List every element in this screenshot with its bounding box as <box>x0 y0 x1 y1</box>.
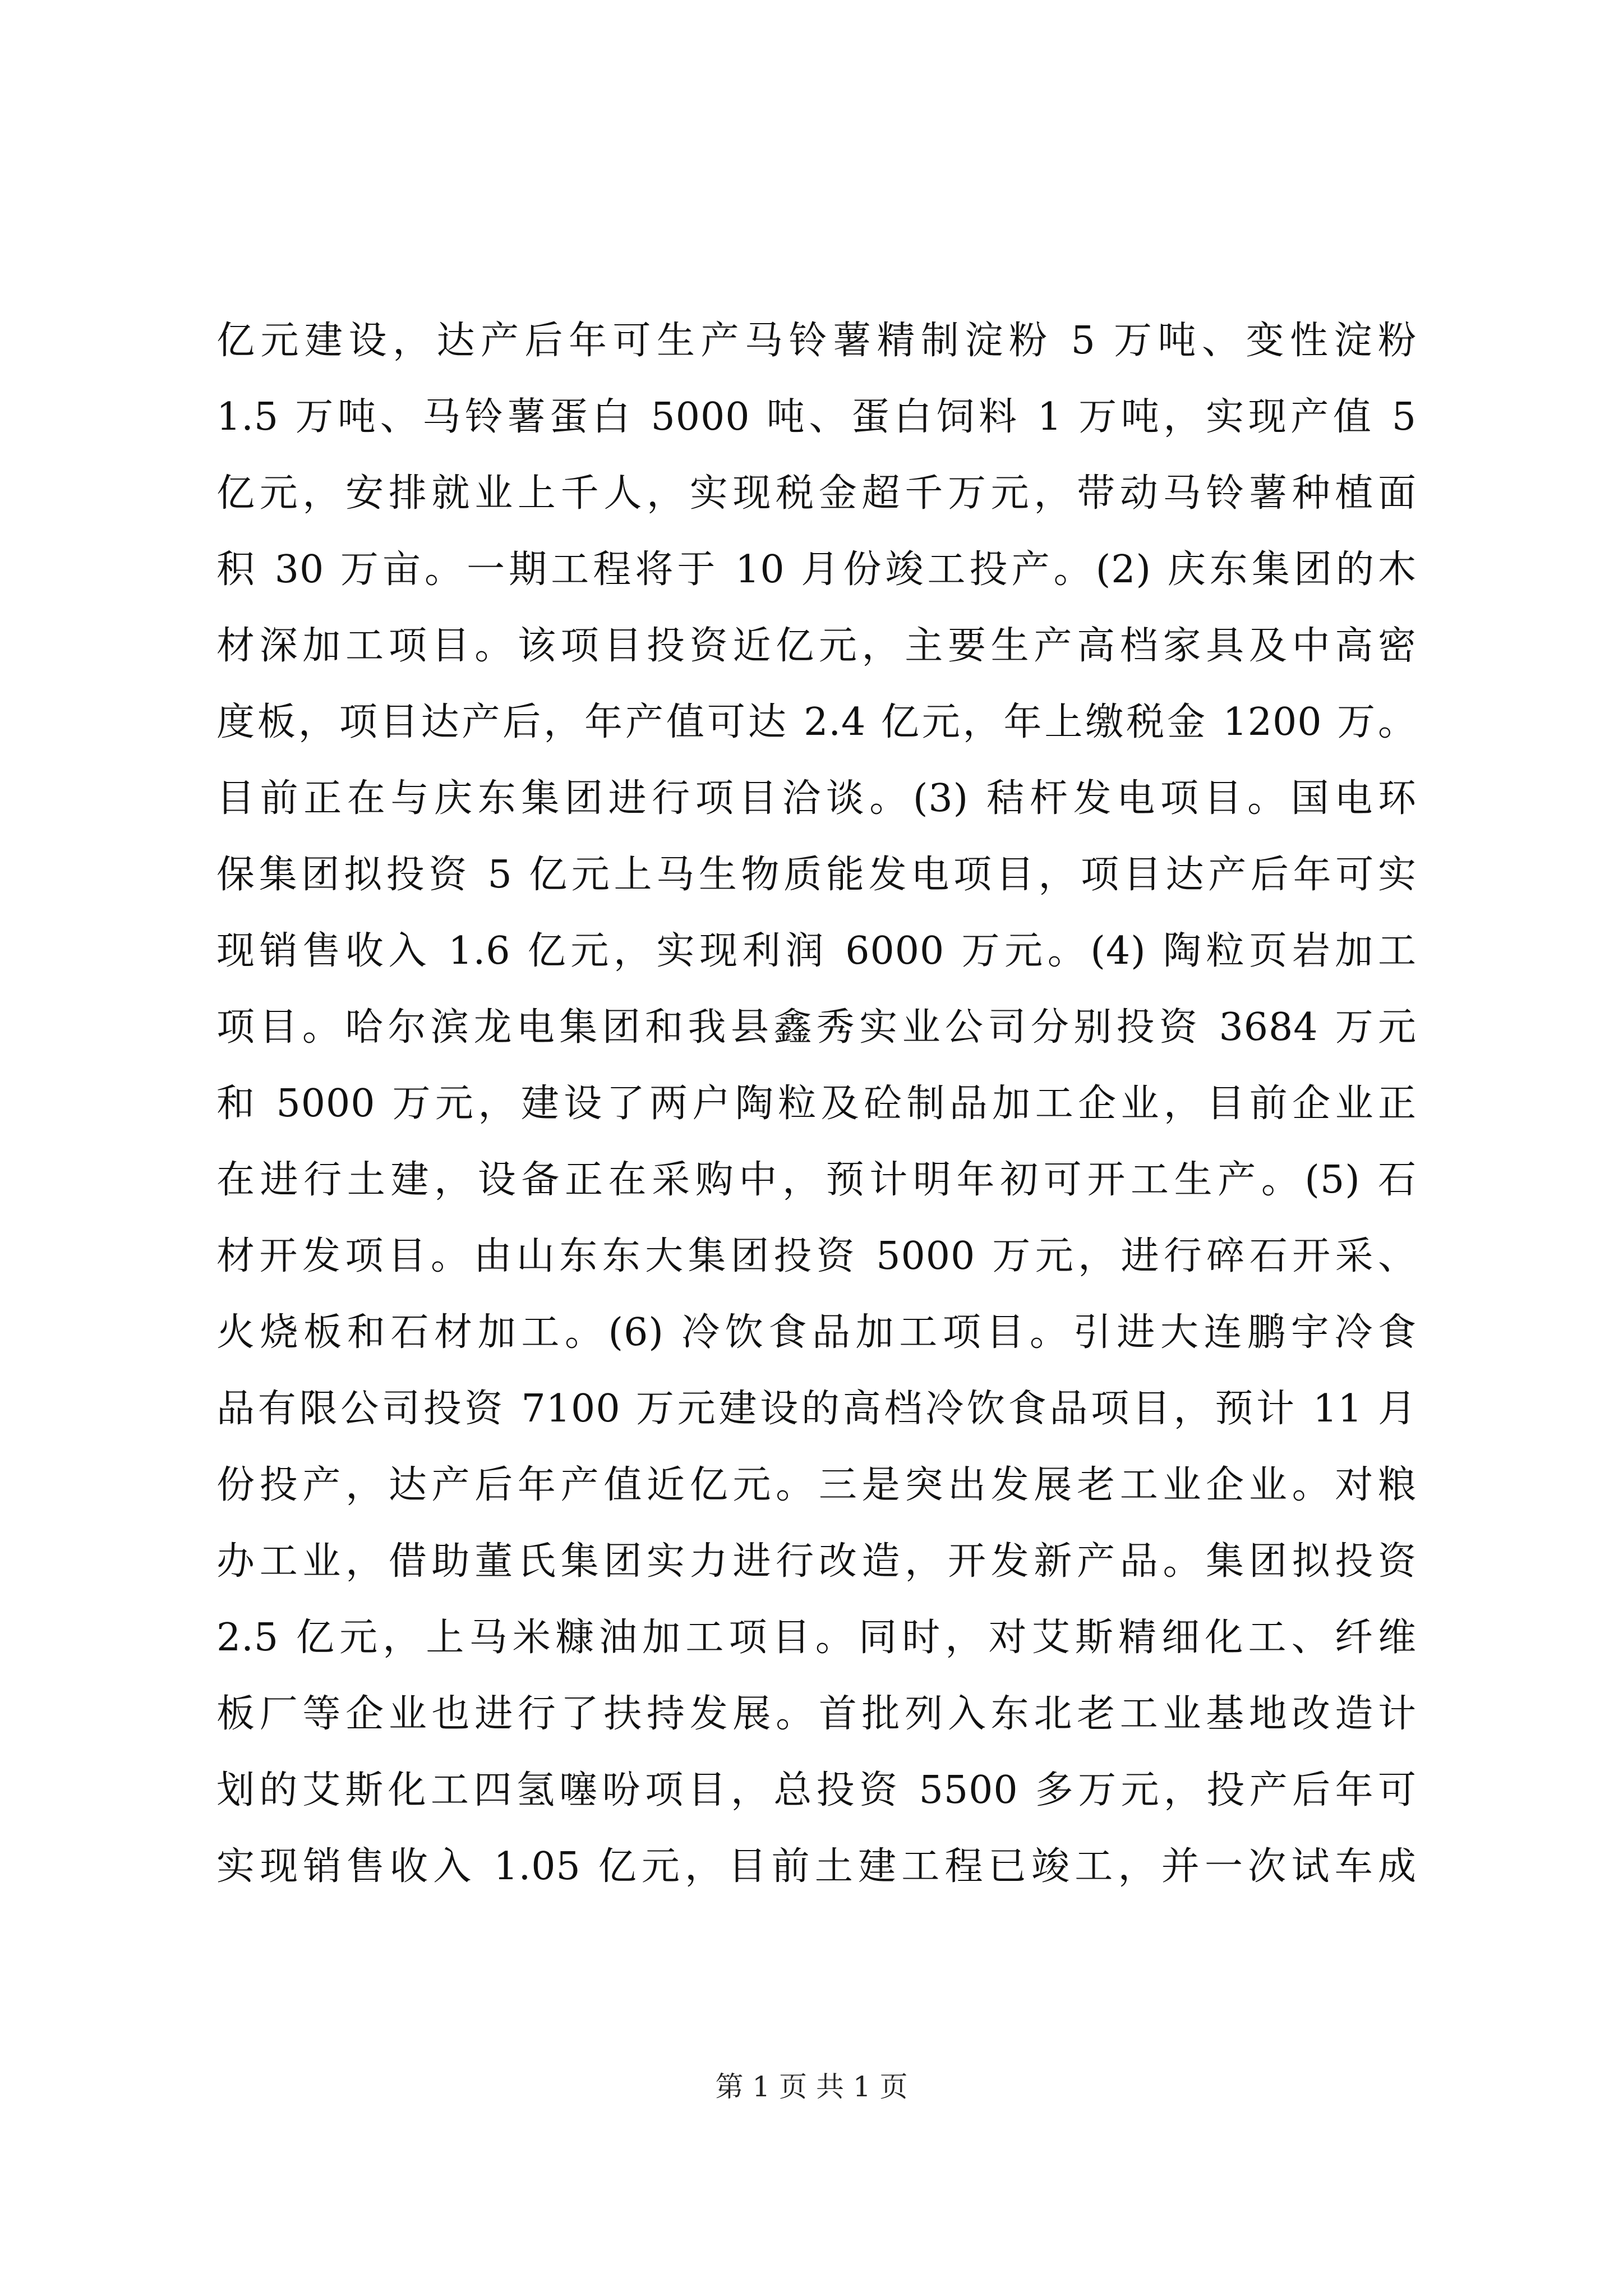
text-line: 目前正在与庆东集团进行项目洽谈。(3) 秸杆发电项目。国电环 <box>216 776 1417 821</box>
text-line: 和 5000 万元，建设了两户陶粒及砼制品加工企业，目前企业正 <box>216 1082 1417 1126</box>
text-line: 亿元建设，达产后年可生产马铃薯精制淀粉 5 万吨、变性淀粉 <box>216 319 1417 363</box>
text-line: 板厂等企业也进行了扶持发展。首批列入东北老工业基地改造计 <box>216 1692 1417 1736</box>
text-line: 亿元，安排就业上千人，实现税金超千万元，带动马铃薯种植面 <box>216 471 1417 516</box>
text-line: 项目。哈尔滨龙电集团和我县鑫秀实业公司分别投资 3684 万元 <box>216 1005 1417 1050</box>
text-line: 材开发项目。由山东东大集团投资 5000 万元，进行碎石开采、 <box>216 1234 1417 1278</box>
text-line: 2.5 亿元，上马米糠油加工项目。同时，对艾斯精细化工、纤维 <box>216 1616 1417 1660</box>
text-line: 保集团拟投资 5 亿元上马生物质能发电项目，项目达产后年可实 <box>216 853 1417 897</box>
text-line: 实现销售收入 1.05 亿元，目前土建工程已竣工，并一次试车成 <box>216 1844 1417 1889</box>
text-line: 份投产，达产后年产值近亿元。三是突出发展老工业企业。对粮 <box>216 1463 1417 1507</box>
text-line: 火烧板和石材加工。(6) 冷饮食品加工项目。引进大连鹏宇冷食 <box>216 1310 1417 1355</box>
text-line: 现销售收入 1.6 亿元，实现利润 6000 万元。(4) 陶粒页岩加工 <box>216 929 1417 973</box>
text-line: 在进行土建，设备正在采购中，预计明年初可开工生产。(5) 石 <box>216 1158 1417 1202</box>
text-line: 材深加工项目。该项目投资近亿元，主要生产高档家具及中高密 <box>216 624 1417 668</box>
body-text <box>216 303 1417 1905</box>
text-line: 划的艾斯化工四氢噻吩项目，总投资 5500 多万元，投产后年可 <box>216 1768 1417 1812</box>
text-line: 1.5 万吨、马铃薯蛋白 5000 吨、蛋白饲料 1 万吨，实现产值 5 <box>216 395 1417 439</box>
text-line: 积 30 万亩。一期工程将于 10 月份竣工投产。(2) 庆东集团的木 <box>216 547 1417 592</box>
text-line: 办工业，借助董氏集团实力进行改造，开发新产品。集团拟投资 <box>216 1539 1417 1584</box>
text-line: 度板，项目达产后，年产值可达 2.4 亿元，年上缴税金 1200 万。 <box>216 700 1417 744</box>
text-line: 品有限公司投资 7100 万元建设的高档冷饮食品项目，预计 11 月 <box>216 1387 1417 1431</box>
page-footer: 第 1 页 共 1 页 <box>715 2070 908 2103</box>
